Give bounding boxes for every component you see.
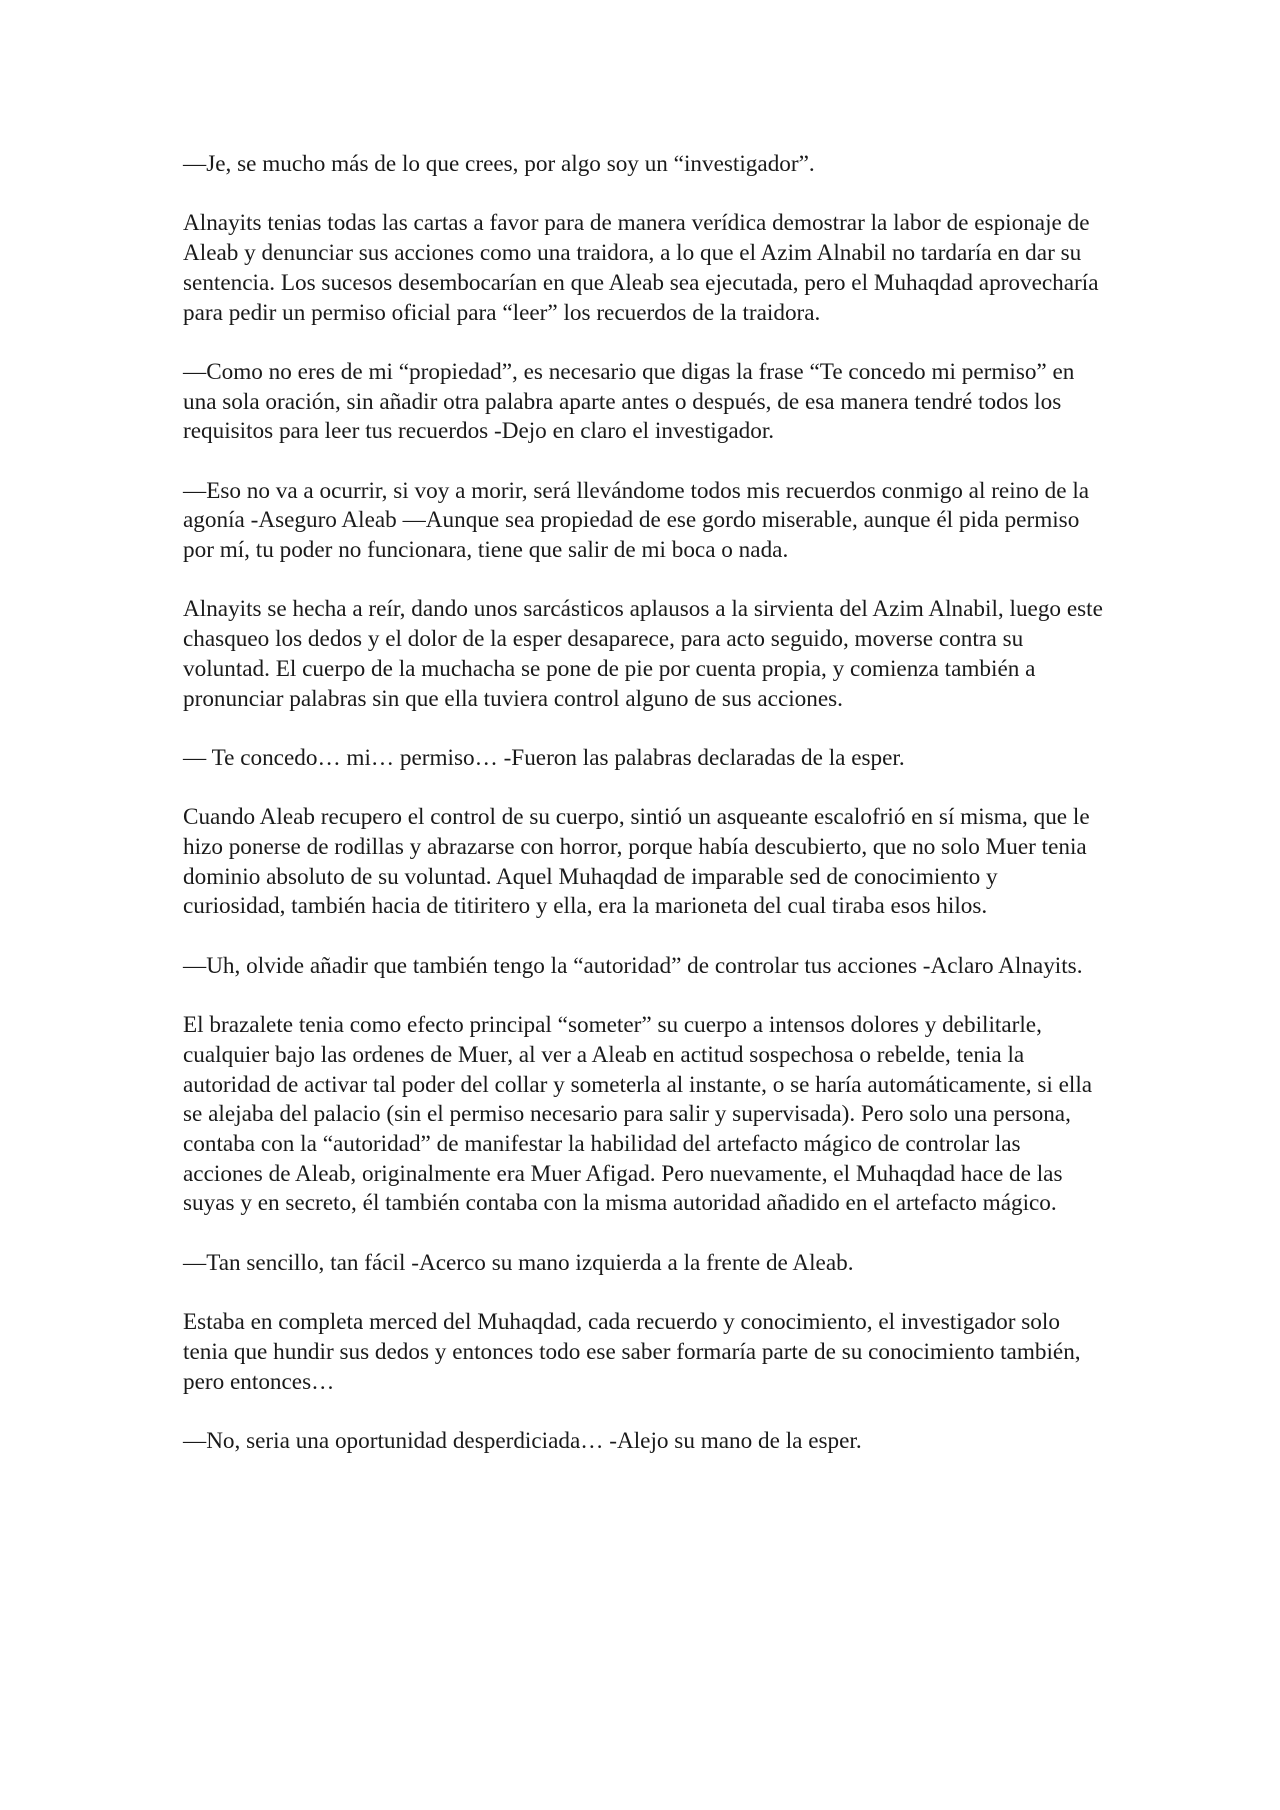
paragraph-narration: El brazalete tenia como efecto principal “someter” su cuerpo a intensos dolores y debilitarle, cualquier bajo las ordenes de Muer, al ver a Aleab en actitud sospechosa o rebelde, tenia la autoridad de activar tal poder del collar y someterla al instante, o se haría automáticamente, si ella se alejaba del palacio (sin el permiso necesario para salir y supervisada). Pero solo una persona, contaba con la “autoridad” de manifestar la habilidad del artefacto mágico de controlar las acciones de Aleab, originalmente era Muer Afigad. Pero nuevamente, el Muhaqdad hace de las suyas y en secreto, él también contaba con la misma autoridad añadido en el artefacto mágico. (183, 1012, 1093, 1217)
paragraph-dialogue: — Te concedo… mi… permiso… -Fueron las palabras declaradas de la esper. (183, 744, 905, 771)
paragraph-dialogue: —Eso no va a ocurrir, si voy a morir, será llevándome todos mis recuerdos conmigo al reino de la agonía -Aseguro Aleab —Aunque sea propiedad de ese gordo miserable, aunque él pida permiso por mí, tu poder no funcionara, tiene que salir de mi boca o nada. (183, 477, 1090, 564)
paragraph-narration: Cuando Aleab recupero el control de su cuerpo, sintió un asqueante escalofrió en sí misma, que le hizo ponerse de rodillas y abrazarse con horror, porque había descubierto, que no solo Muer tenia dominio absoluto de su voluntad. Aquel Muhaqdad de imparable sed de conocimiento y curiosidad, también hacia de titiritero y ella, era la marioneta del cual tiraba esos hilos. (183, 804, 1090, 920)
paragraph-narration: Alnayits se hecha a reír, dando unos sarcásticos aplausos a la sirvienta del Azim Alnabil, luego este chasqueo los dedos y el dolor de la esper desaparece, para acto seguido, moverse contra su voluntad. El cuerpo de la muchacha se pone de pie por cuenta propia, y comienza también a pronunciar palabras sin que ella tuviera control alguno de sus acciones. (183, 596, 1103, 712)
paragraph-dialogue: —Tan sencillo, tan fácil -Acerco su mano izquierda a la frente de Aleab. (183, 1249, 854, 1276)
paragraph-dialogue: —Uh, olvide añadir que también tengo la “autoridad” de controlar tus acciones -Aclaro Alnayits. (183, 952, 1083, 979)
paragraph-narration: Estaba en completa merced del Muhaqdad, cada recuerdo y conocimiento, el investigador solo tenia que hundir sus dedos y entonces todo ese saber formaría parte de su conocimiento también, pero entonces… (183, 1309, 1081, 1395)
paragraph-dialogue: —Je, se mucho más de lo que crees, por algo soy un “investigador”. (183, 151, 815, 177)
paragraph-dialogue: —No, seria una oportunidad desperdiciada… -Alejo su mano de la esper. (183, 1428, 862, 1455)
document-body (183, 150, 1103, 1486)
paragraph-dialogue: —Como no eres de mi “propiedad”, es necesario que digas la frase “Te concedo mi permiso” en una sola oración, sin añadir otra palabra aparte antes o después, de esa manera tendré todos los requisitos para leer tus recuerdos -Dejo en claro el investigador. (183, 358, 1075, 445)
paragraph-narration: Alnayits tenias todas las cartas a favor para de manera verídica demostrar la labor de espionaje de Aleab y denunciar sus acciones como una traidora, a lo que el Azim Alnabil no tardaría en dar su sentencia. Los sucesos desembocarían en que Aleab sea ejecutada, pero el Muhaqdad aprovecharía para pedir un permiso oficial para “leer” los recuerdos de la traidora. (183, 210, 1099, 326)
